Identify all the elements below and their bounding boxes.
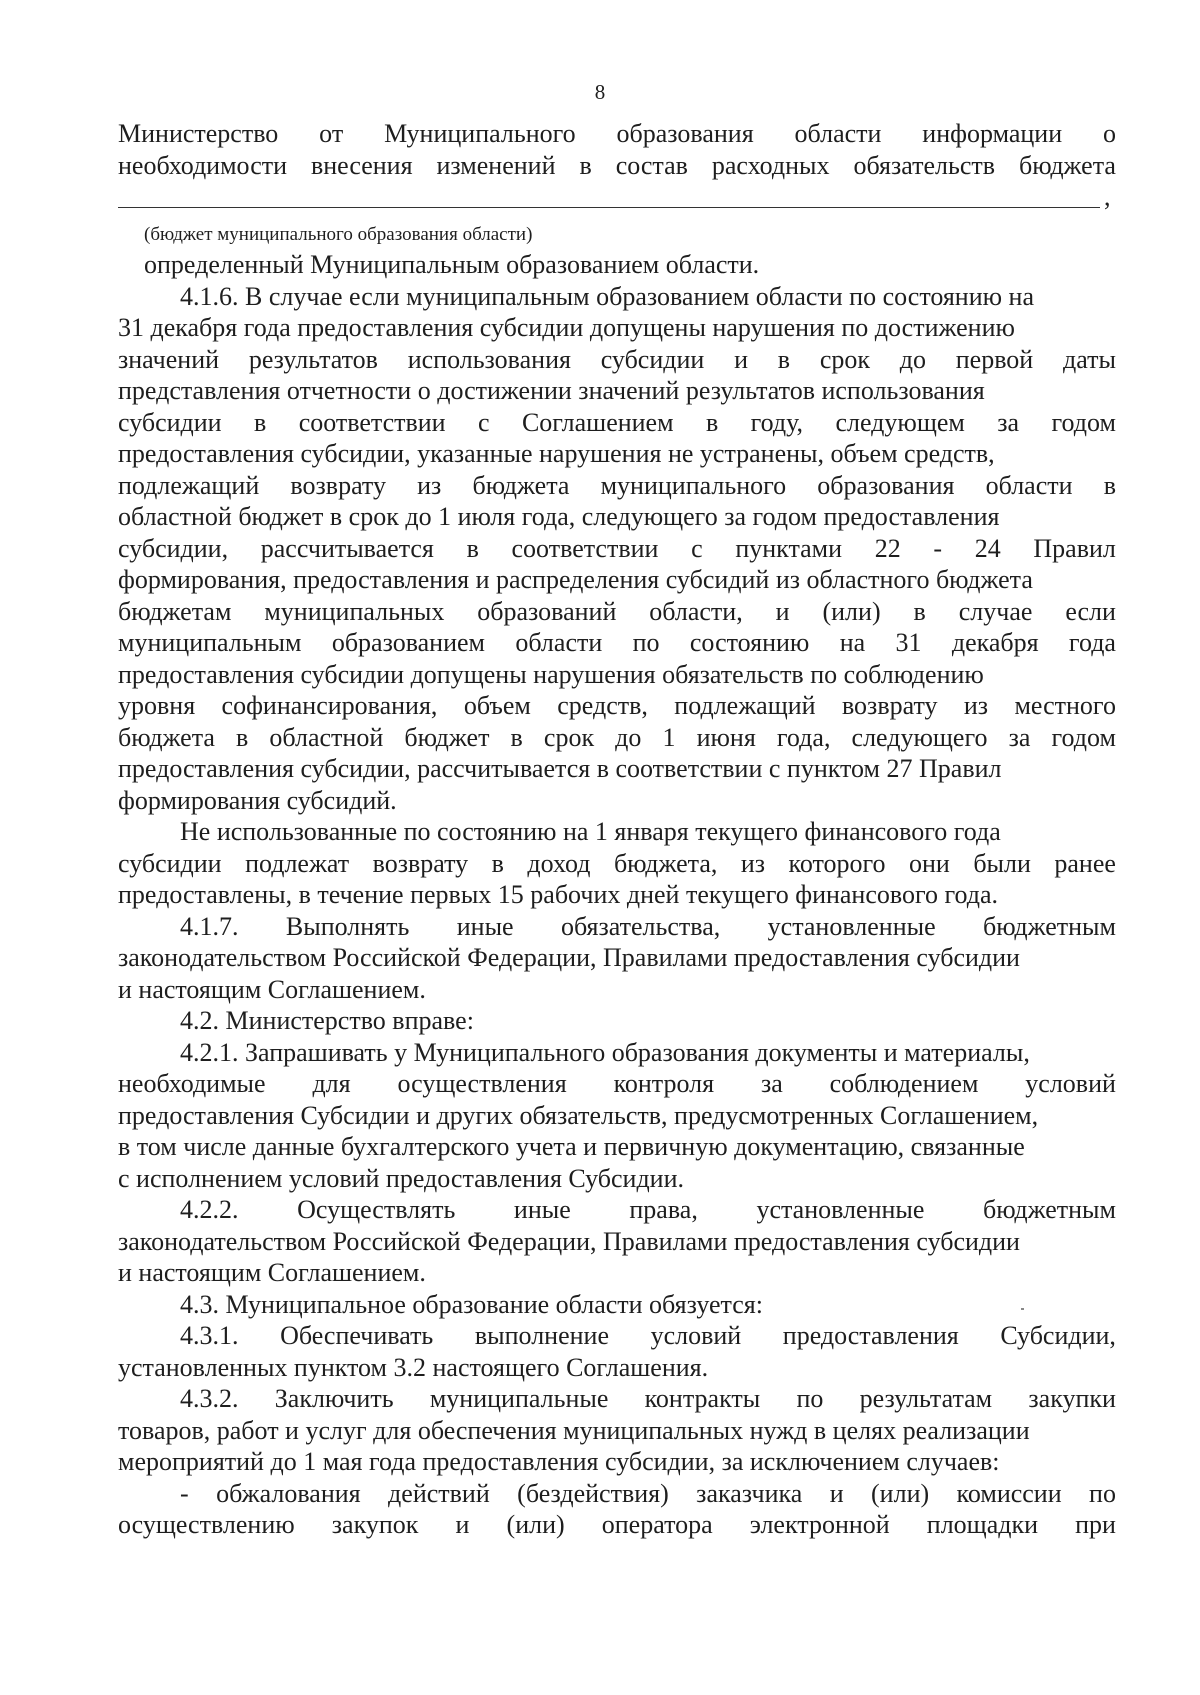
text-line: предоставлены, в течение первых 15 рабочих дней текущего финансового года.	[118, 880, 999, 909]
word: бюджета,	[613, 848, 718, 878]
blank-field-row	[118, 181, 1116, 223]
paragraph-4-1-6-start: 4.1.6. В случае если муниципальным образованием области по состоянию на	[180, 281, 1035, 311]
word: предоставления	[782, 1321, 959, 1350]
word: муниципальных	[264, 596, 445, 626]
word: объем	[463, 691, 531, 720]
word: бюджета	[472, 470, 570, 500]
word: 1	[662, 722, 676, 752]
word: возврату	[841, 691, 938, 720]
word: обязательств	[853, 150, 996, 180]
word: действий	[388, 1478, 490, 1508]
word: 4.3.1.	[180, 1321, 239, 1350]
word: образований	[477, 596, 617, 626]
word: местного	[1014, 691, 1116, 720]
word: необходимые	[118, 1069, 266, 1098]
word: за	[760, 1069, 783, 1098]
word: о	[1103, 119, 1116, 148]
word: срок	[543, 722, 595, 752]
word: образования	[616, 119, 754, 148]
text-line: представления отчетности о достижении значений результатов использования	[118, 376, 985, 405]
word: из	[740, 848, 766, 878]
page-number: 8	[594, 80, 606, 104]
blank-underline	[118, 207, 1100, 208]
word: Соглашением	[521, 407, 674, 437]
text-line: областной бюджет в срок до 1 июля года, следующего за годом предоставления	[118, 502, 1000, 531]
text-line: предоставления субсидии, рассчитывается в соответствии с пунктом 27 Правил	[118, 754, 1002, 783]
word: области	[515, 628, 603, 657]
word: областной	[269, 722, 384, 752]
word: Муниципального	[384, 119, 576, 148]
justified-line	[118, 848, 1116, 880]
word: 22	[874, 533, 901, 563]
word: бюджет	[404, 722, 490, 752]
word: иные	[456, 911, 514, 941]
word: закупок	[331, 1510, 419, 1539]
word: бюджета	[118, 722, 215, 752]
word: Правил	[1033, 533, 1116, 563]
word: значений	[118, 344, 220, 374]
word: они	[909, 848, 950, 878]
word: и	[775, 596, 790, 626]
word: в	[510, 722, 523, 752]
word: 31	[895, 628, 922, 657]
paragraph-4-2-1-start: 4.2.1. Запрашивать у Муниципального образования документы и материалы,	[180, 1037, 1030, 1067]
justified-line	[118, 627, 1116, 659]
justified-line	[118, 118, 1116, 150]
word: с	[478, 407, 490, 437]
blank-caption: (бюджет муниципального образования области)	[144, 224, 533, 245]
word: в	[466, 533, 479, 563]
word: на	[839, 628, 866, 657]
word: выполнение	[474, 1321, 609, 1350]
scan-speck	[1021, 1308, 1024, 1310]
word: по	[796, 1384, 824, 1413]
text-line: определенный Муниципальным образованием области.	[144, 250, 760, 279]
word: муниципального	[600, 470, 787, 500]
word: из	[963, 691, 989, 720]
text-line: и настоящим Соглашением.	[118, 974, 426, 1004]
word: -	[933, 533, 943, 563]
word: Субсидии,	[1000, 1321, 1116, 1350]
word: установленные	[767, 911, 936, 941]
word: по	[632, 628, 660, 657]
word: доход	[527, 848, 591, 878]
text-line: и настоящим Соглашением.	[118, 1258, 426, 1287]
text-line: в том числе данные бухгалтерского учета и первичную документацию, связанные	[118, 1132, 1025, 1161]
text-line: установленных пунктом 3.2 настоящего Соглашения.	[118, 1352, 709, 1382]
word: оператора	[601, 1510, 713, 1539]
word: субсидии	[118, 848, 222, 878]
word: и	[455, 1510, 470, 1539]
justified-line	[118, 470, 1116, 502]
justified-line	[118, 1383, 1116, 1415]
word: возврату	[290, 470, 386, 500]
word: электронной	[749, 1510, 890, 1539]
section-heading-4-3: 4.3. Муниципальное образование области обязуется:	[180, 1289, 763, 1319]
justified-line	[118, 150, 1116, 182]
word: обжалования	[216, 1478, 361, 1508]
word: в	[236, 722, 249, 752]
word: бюджетам	[118, 596, 232, 626]
word: соответствии	[298, 407, 446, 437]
word: (бездействия)	[517, 1478, 669, 1508]
word: рассчитывается	[260, 533, 434, 563]
word: с	[691, 533, 703, 563]
text-line: законодательством Российской Федерации, Правилами предоставления субсидии	[118, 1226, 1020, 1256]
word: состоянию	[689, 628, 810, 657]
word: Выполнять	[285, 911, 410, 941]
word: бюджета	[1018, 150, 1116, 180]
word: Осуществлять	[297, 1195, 456, 1224]
word: в	[491, 848, 504, 878]
word: области	[794, 119, 882, 148]
justified-line	[118, 1478, 1116, 1510]
word: заказчика	[696, 1478, 803, 1508]
word: обязательства,	[560, 911, 721, 941]
word: контроля	[613, 1069, 715, 1098]
word: при	[1075, 1510, 1116, 1539]
justified-line	[118, 1509, 1116, 1541]
word: году,	[750, 407, 804, 437]
word: за	[997, 407, 1020, 437]
word: субсидии	[600, 344, 705, 374]
word: субсидии	[118, 407, 222, 437]
word: образованием	[331, 628, 485, 657]
word: за	[1008, 722, 1031, 752]
word: годом	[1051, 407, 1116, 437]
word: использования	[407, 344, 571, 374]
word: срок	[819, 344, 870, 374]
word: Обеспечивать	[280, 1321, 434, 1350]
word: бюджетным	[983, 1195, 1116, 1224]
justified-line	[118, 911, 1116, 943]
text-line: предоставления Субсидии и других обязательств, предусмотренных Соглашением,	[118, 1100, 1039, 1130]
word: 24	[974, 533, 1001, 563]
word: установленные	[756, 1195, 925, 1224]
word: необходимости	[118, 150, 288, 180]
word: 4.1.7.	[180, 911, 239, 941]
word: муниципальные	[429, 1384, 609, 1413]
word: -	[180, 1478, 189, 1508]
justified-line	[118, 1320, 1116, 1352]
justified-line	[118, 407, 1116, 439]
word: 4.2.2.	[180, 1195, 239, 1224]
word: расходных	[711, 150, 830, 180]
word: софинансирования,	[221, 691, 438, 720]
document-body	[118, 118, 1116, 1541]
word: годом	[1051, 722, 1116, 752]
word: результатов	[248, 344, 378, 374]
word: (или)	[506, 1510, 565, 1539]
word: если	[1065, 596, 1116, 626]
section-heading-4-2: 4.2. Министерство вправе:	[180, 1006, 474, 1035]
blank-comma: ,	[1104, 182, 1111, 211]
justified-line	[118, 533, 1116, 565]
word: которого	[788, 848, 886, 878]
word: подлежат	[245, 848, 350, 878]
word: и	[829, 1478, 844, 1508]
word: подлежащий	[118, 470, 260, 500]
text-line: мероприятий до 1 мая года предоставления субсидии, за исключением случаев:	[118, 1447, 1000, 1476]
word: условий	[650, 1321, 742, 1350]
word: контракты	[644, 1384, 761, 1413]
word: области,	[649, 596, 743, 626]
text-line: с исполнением условий предоставления Субсидии.	[118, 1163, 685, 1193]
word: по	[1089, 1478, 1116, 1508]
word: состав	[615, 150, 688, 180]
word: были	[973, 848, 1031, 878]
word: осуществлению	[118, 1510, 295, 1539]
word: подлежащий	[674, 691, 816, 720]
word: осуществления	[397, 1069, 567, 1098]
word: уровня	[118, 691, 196, 720]
word: муниципальным	[118, 628, 302, 657]
word: результатам	[859, 1384, 993, 1413]
word: года,	[776, 722, 831, 752]
word: области	[985, 470, 1073, 500]
justified-line	[118, 1068, 1116, 1100]
justified-line	[118, 722, 1116, 754]
text-line: товаров, работ и услуг для обеспечения муниципальных нужд в целях реализации	[118, 1415, 1030, 1445]
word: права,	[629, 1195, 698, 1224]
word: (или)	[871, 1478, 930, 1508]
word: 4.3.2.	[180, 1384, 239, 1413]
word: соответствии	[511, 533, 659, 563]
text-line: 31 декабря года предоставления субсидии допущены нарушения по достижению	[118, 313, 1015, 342]
word: для	[312, 1069, 351, 1098]
word: июня	[696, 722, 756, 752]
word: иные	[513, 1195, 571, 1224]
word: от	[319, 119, 344, 148]
word: до	[899, 344, 926, 374]
justified-line	[118, 344, 1116, 376]
word: информации	[922, 119, 1063, 148]
word: в	[705, 407, 719, 437]
text-line: формирования субсидий.	[118, 785, 397, 815]
word: в	[777, 344, 791, 374]
word: до	[615, 722, 642, 752]
word: бюджетным	[983, 911, 1116, 941]
text-line: предоставления субсидии допущены нарушения обязательств по соблюдению	[118, 659, 984, 689]
word: (или)	[822, 596, 881, 626]
word: первой	[955, 344, 1034, 374]
text-line: законодательством Российской Федерации, Правилами предоставления субсидии	[118, 943, 1020, 972]
word: в	[1103, 470, 1116, 500]
word: следующего	[851, 722, 988, 752]
justified-line	[118, 1194, 1116, 1226]
word: изменений	[436, 150, 556, 180]
word: следующем	[835, 407, 965, 437]
word: комиссии	[956, 1478, 1062, 1508]
word: даты	[1062, 344, 1116, 374]
word: соблюдением	[829, 1069, 979, 1098]
word: закупки	[1028, 1384, 1116, 1413]
text-line: формирования, предоставления и распределения субсидий из областного бюджета	[118, 565, 1033, 594]
word: образования	[817, 470, 955, 500]
word: возврату	[372, 848, 469, 878]
word: в	[913, 596, 926, 626]
word: пунктами	[735, 533, 843, 563]
justified-line	[118, 690, 1116, 722]
word: и	[734, 344, 748, 374]
word: из	[417, 470, 442, 500]
word: условий	[1025, 1069, 1116, 1098]
word: внесения	[310, 150, 413, 180]
word: года	[1068, 628, 1116, 657]
word: средств,	[557, 691, 648, 720]
word: случае	[958, 596, 1033, 626]
word: Заключить	[274, 1384, 394, 1413]
paragraph-unused-start: Не использованные по состоянию на 1 января текущего финансового года	[180, 817, 1001, 846]
text-line: предоставления субсидии, указанные нарушения не устранены, объем средств,	[118, 439, 995, 468]
justified-line	[118, 596, 1116, 628]
word: декабря	[951, 628, 1039, 657]
word: площадки	[926, 1510, 1039, 1539]
word: в	[579, 150, 592, 180]
word: Министерство	[118, 119, 279, 148]
word: субсидии,	[118, 533, 229, 563]
word: в	[254, 407, 267, 437]
word: ранее	[1054, 848, 1116, 878]
